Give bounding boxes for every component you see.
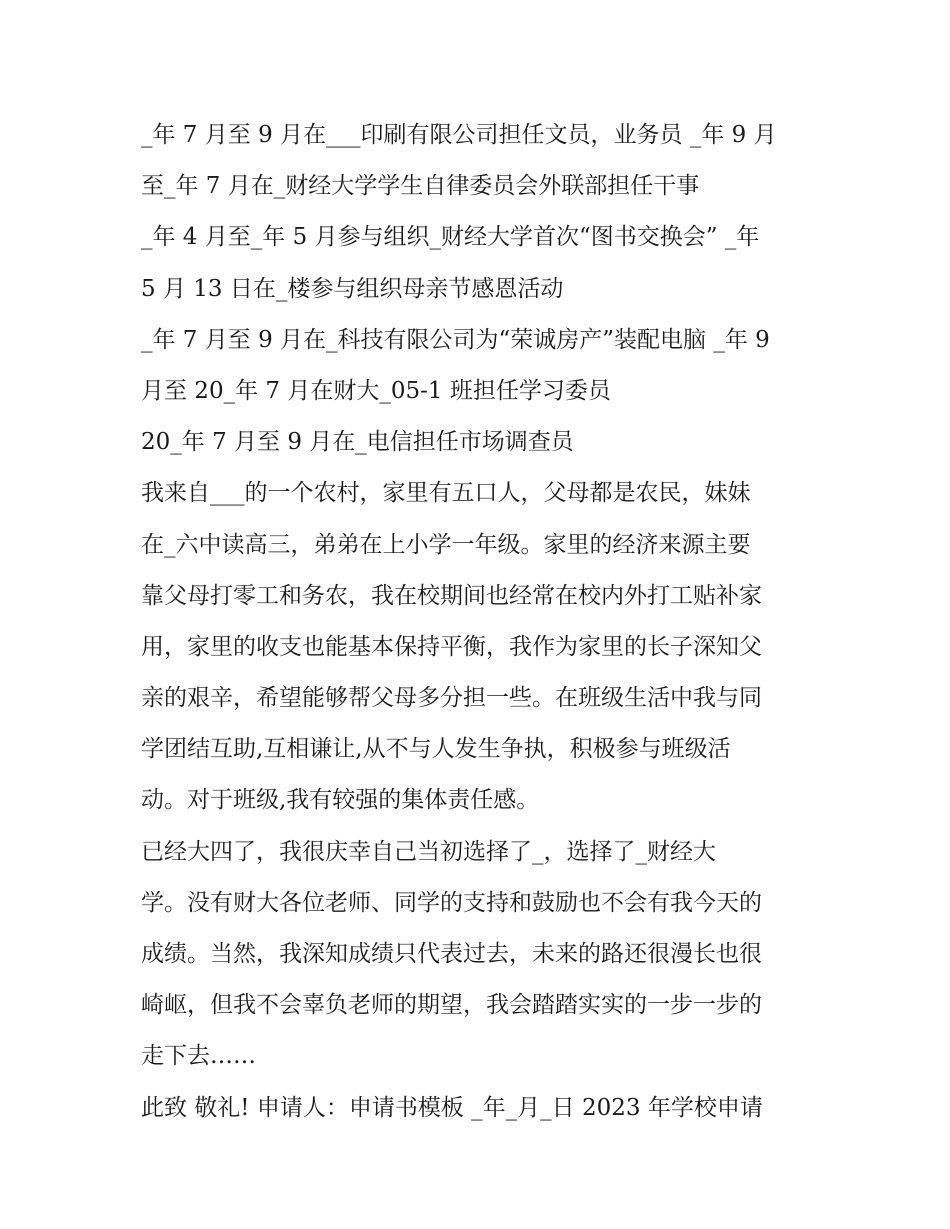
closing-paragraph-line-2: 学。没有财大各位老师、同学的支持和鼓励也不会有我今天的 bbox=[141, 889, 762, 916]
family-paragraph-line-1: 我来自___的一个农村，家里有五口人，父母都是农民，妹妹 bbox=[141, 480, 751, 507]
closing-paragraph-line-5: 走下去…… bbox=[141, 1043, 256, 1070]
signature-line: 此致 敬礼! 申请人：申请书模板 _年_月_日 2023 年学校申请 bbox=[141, 1094, 763, 1121]
work-experience-line-3: _年 4 月至_年 5 月参与组织_财经大学首次“图书交换会” _年 bbox=[141, 224, 760, 251]
document-body bbox=[141, 110, 831, 1134]
family-paragraph-line-4: 用，家里的收支也能基本保持平衡，我作为家里的长子深知父 bbox=[141, 633, 762, 660]
closing-paragraph-line-4: 崎岖，但我不会辜负老师的期望，我会踏踏实实的一步一步的 bbox=[141, 992, 762, 1019]
family-paragraph-line-6: 学团结互助,互相谦让,从不与人发生争执，积极参与班级活 bbox=[141, 736, 731, 763]
family-paragraph-line-2: 在_六中读高三，弟弟在上小学一年级。家里的经济来源主要 bbox=[141, 531, 751, 558]
closing-paragraph-line-3: 成绩。当然，我深知成绩只代表过去，未来的路还很漫长也很 bbox=[141, 941, 762, 967]
family-paragraph-line-7: 动。对于班级,我有较强的集体责任感。 bbox=[141, 787, 540, 814]
work-experience-line-5: _年 7 月至 9 月在_科技有限公司为“荣诚房产”装配电脑 _年 9 bbox=[141, 326, 770, 353]
family-paragraph-line-5: 亲的艰辛，希望能够帮父母多分担一些。在班级生活中我与同 bbox=[141, 685, 762, 712]
family-paragraph-line-3: 靠父母打零工和务农，我在校期间也经常在校内外打工贴补家 bbox=[141, 582, 762, 609]
work-experience-line-2: 至_年 7 月在_财经大学学生自律委员会外联部担任干事 bbox=[141, 173, 700, 200]
closing-paragraph-line-1: 已经大四了，我很庆幸自己当初选择了_，选择了_财经大 bbox=[141, 838, 716, 865]
work-experience-line-1: _年 7 月至 9 月在___印刷有限公司担任文员，业务员 _年 9 月 bbox=[141, 122, 777, 148]
work-experience-line-7: 20_年 7 月至 9 月在_电信担任市场调查员 bbox=[141, 429, 574, 456]
work-experience-line-6: 月至 20_年 7 月在财大_05-1 班担任学习委员 bbox=[141, 377, 611, 404]
work-experience-line-4: 5 月 13 日在_楼参与组织母亲节感恩活动 bbox=[141, 275, 564, 302]
